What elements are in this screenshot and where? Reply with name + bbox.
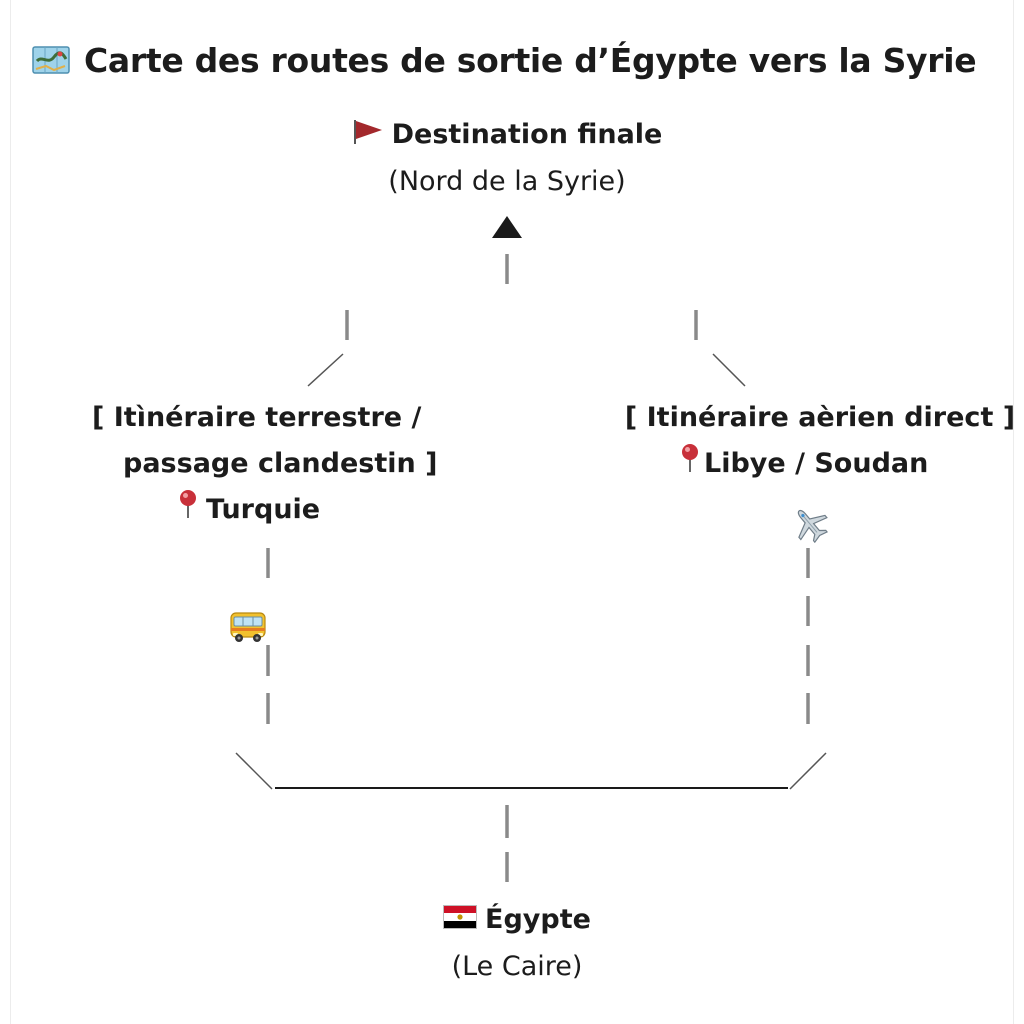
diagram-title (32, 38, 976, 82)
air-route-label-line1: [ Itinéraire aèrien direct ] (624, 402, 1016, 433)
origin-detail: (Le Caire) (451, 950, 583, 982)
airplane-icon (790, 505, 830, 547)
land-route-place-row (86, 487, 426, 534)
bus-icon (229, 610, 267, 648)
origin-name-row (352, 897, 682, 944)
left-diagonal-upper (308, 354, 343, 386)
land-route-node (86, 395, 438, 534)
destination-detail: (Nord de la Syrie) (388, 165, 626, 197)
land-route-label-line2: passage clandestin ] (123, 448, 438, 479)
origin-node (352, 897, 682, 990)
destination-name: Destination finale (391, 119, 663, 150)
air-route-place: Libye / Soudan (704, 448, 929, 479)
origin-name: Égypte (485, 904, 591, 935)
egypt-flag-icon (443, 898, 477, 944)
air-route-node (620, 395, 1020, 488)
title-text: Carte des routes de sortie d’Égypte vers la Syrie (84, 40, 977, 80)
right-diagonal-lower (790, 753, 826, 789)
left-diagonal-lower (236, 753, 272, 789)
land-route-label-line1: [ Itìnéraire terrestre / (92, 402, 422, 433)
destination-node (312, 112, 702, 205)
land-route-place: Turquie (206, 494, 321, 525)
location-pin-icon (178, 488, 198, 534)
location-pin-icon (680, 442, 700, 488)
air-route-place-row (620, 441, 1020, 488)
right-diagonal-upper (713, 354, 745, 386)
red-flag-icon (352, 113, 384, 159)
destination-name-row (312, 112, 702, 159)
map-icon (32, 45, 70, 75)
arrowhead-up (492, 216, 522, 238)
